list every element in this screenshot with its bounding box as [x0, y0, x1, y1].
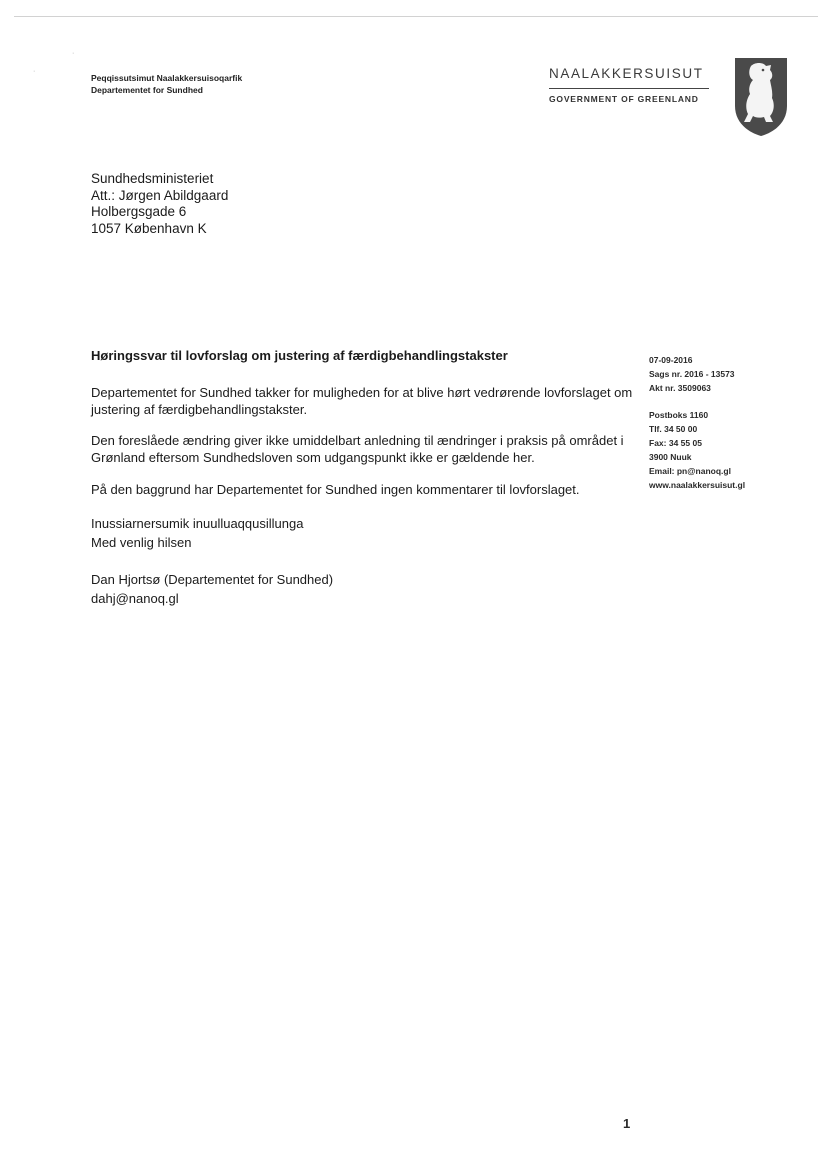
closing-line: Med venlig hilsen	[91, 534, 192, 550]
scan-speck: ·	[72, 50, 75, 57]
letter-subject: Høringssvar til lovforslag om justering af færdigbehandlingstakster	[91, 348, 508, 363]
letter-date: 07-09-2016	[649, 355, 693, 365]
document-number: Akt nr. 3509063	[649, 383, 711, 393]
letter-paragraph: Den foreslåede ændring giver ikke umiddelbart anledning til ændringer i praksis på området i Grønland eftersom Sundhedsloven som udgangspunkt ikke er gældende her.	[91, 433, 624, 465]
recipient-line: Sundhedsministeriet	[91, 171, 214, 186]
recipient-line: Att.: Jørgen Abildgaard	[91, 187, 229, 203]
recipient-address	[91, 171, 228, 237]
signer-email: dahj@nanoq.gl	[91, 590, 179, 606]
letter-signature	[91, 571, 333, 608]
government-divider	[549, 88, 709, 89]
contact-line: 3900 Nuuk	[649, 452, 692, 462]
contact-line: Tlf. 34 50 00	[649, 424, 698, 434]
government-name: NAALAKKERSUISUT	[549, 66, 704, 81]
contact-line: Fax: 34 55 05	[649, 438, 702, 448]
recipient-line: Holbergsgade 6	[91, 204, 187, 219]
department-name-kl: Peqqissutsimut Naalakkersuisoqarfik	[91, 73, 243, 83]
recipient-line: 1057 København K	[91, 220, 207, 236]
page-number: 1	[623, 1116, 631, 1131]
letter-paragraph: Departementet for Sundhed takker for muligheden for at blive hørt vedrørende lovforslaget om justering af færdigbehandlingstakster.	[91, 385, 633, 417]
contact-line: Email: pn@nanoq.gl	[649, 466, 731, 476]
department-header	[91, 72, 242, 96]
case-info	[649, 353, 735, 395]
case-number: Sags nr. 2016 - 13573	[649, 369, 735, 379]
scan-speck: ·	[33, 68, 36, 75]
contact-info	[649, 408, 745, 492]
closing-line: Inussiarnersumik inuulluaqqusillunga	[91, 516, 304, 531]
scan-edge-line	[14, 16, 818, 17]
signer-name: Dan Hjortsø (Departementet for Sundhed)	[91, 572, 334, 587]
letter-paragraph: På den baggrund har Departementet for Sundhed ingen kommentarer til lovforslaget.	[91, 482, 580, 497]
department-name-da: Departementet for Sundhed	[91, 85, 203, 95]
letter-closing	[91, 515, 303, 552]
government-subtitle: GOVERNMENT OF GREENLAND	[549, 94, 699, 104]
contact-line: www.naalakkersuisut.gl	[649, 480, 746, 490]
polar-bear-shield-icon	[733, 56, 789, 138]
contact-line: Postboks 1160	[649, 410, 709, 420]
